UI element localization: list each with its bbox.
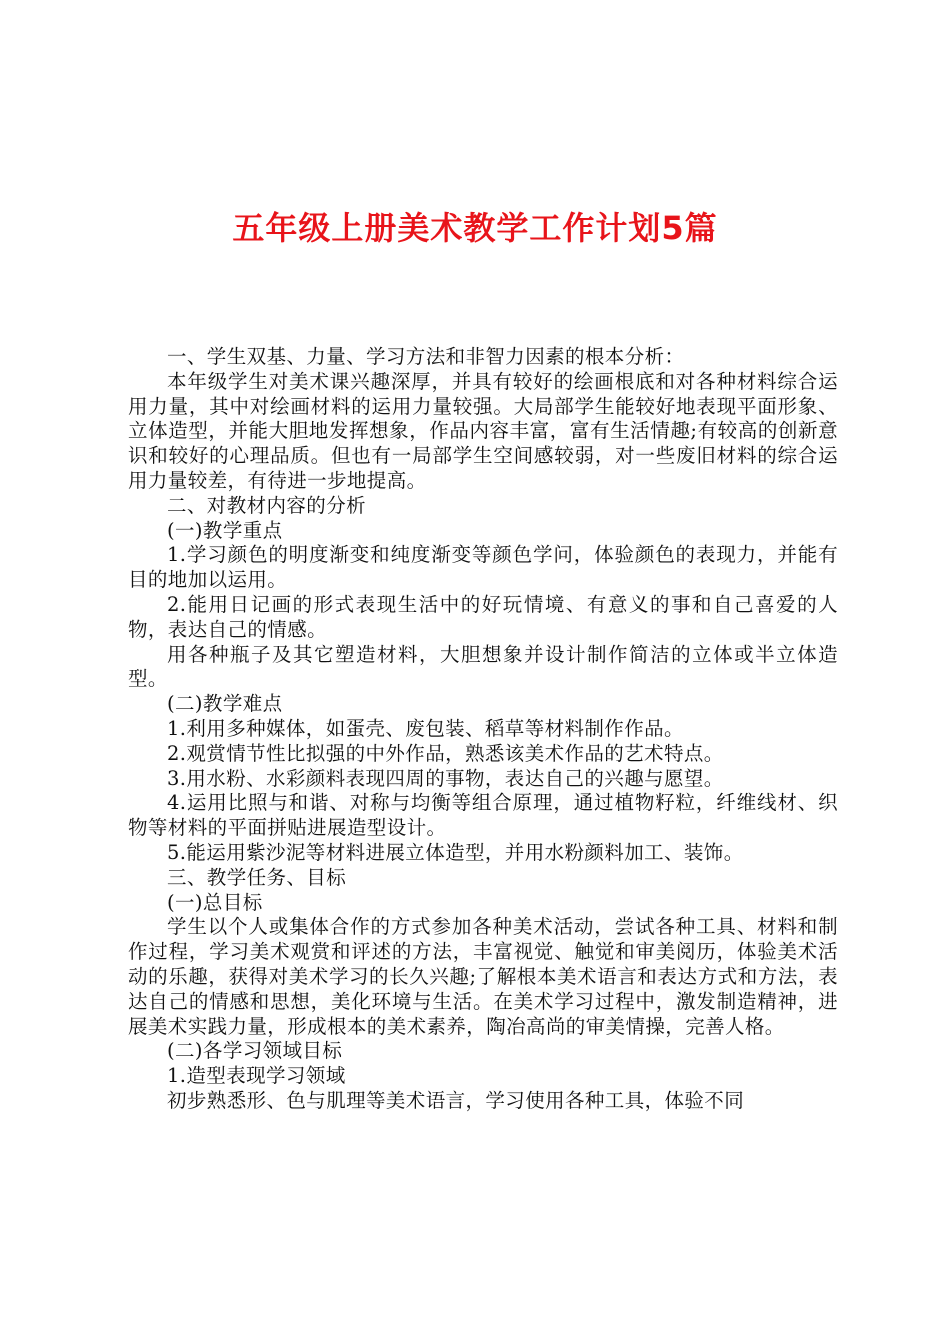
subsection-heading: (一)总目标 <box>167 890 263 914</box>
subsection-heading: (一)教学重点 <box>167 518 283 542</box>
list-item: 1.利用多种媒体，如蛋壳、废包装、稻草等材料制作作品。 <box>167 716 684 740</box>
paragraph: 初步熟悉形、色与肌理等美术语言，学习使用各种工具，体验不同 <box>167 1088 745 1112</box>
paragraph: 本年级学生对美术课兴趣深厚，并具有较好的绘画根底和对各种材料综合运用力量，其中对绘画材料的运用力量较强。大局部学生能较好地表现平面形象、立体造型，并能大胆地发挥想象，作品内容丰富，富有生活情趣;有较高的创新意识和较好的心理品质。但也有一局部学生空间感较弱，对一些废旧材料的综合运用力量较差，有待进一步地提高。 <box>128 369 838 492</box>
subsection-heading: (二)各学习领域目标 <box>167 1039 343 1063</box>
list-item: 2.能用日记画的形式表现生活中的好玩情境、有意义的事和自己喜爱的人物，表达自己的情感。 <box>128 592 838 641</box>
document-title: 五年级上册美术教学工作计划5篇 <box>232 209 718 247</box>
document-body <box>128 345 838 1114</box>
section-heading-1: 一、学生双基、力量、学习方法和非智力因素的根本分析： <box>167 345 685 368</box>
section-heading-3: 三、教学任务、目标 <box>167 865 347 889</box>
list-item: 2.观赏情节性比拟强的中外作品，熟悉该美术作品的艺术特点。 <box>167 741 724 765</box>
list-item: 1.学习颜色的明度渐变和纯度渐变等颜色学问，体验颜色的表现力，并能有目的地加以运用。 <box>128 543 838 592</box>
subsection-heading: (二)教学难点 <box>167 692 283 716</box>
paragraph: 用各种瓶子及其它塑造材料，大胆想象并设计制作简洁的立体或半立体造型。 <box>128 642 838 691</box>
list-item: 5.能运用紫沙泥等材料进展立体造型，并用水粉颜料加工、装饰。 <box>167 840 744 864</box>
section-heading-2: 二、对教材内容的分析 <box>167 493 367 517</box>
list-item: 1.造型表现学习领域 <box>167 1064 346 1088</box>
list-item: 4.运用比照与和谐、对称与均衡等组合原理，通过植物籽粒，纤维线材、织物等材料的平面拼贴进展造型设计。 <box>128 791 838 840</box>
paragraph: 学生以个人或集体合作的方式参加各种美术活动，尝试各种工具、材料和制作过程，学习美术观赏和评述的方法，丰富视觉、触觉和审美阅历，体验美术活动的乐趣，获得对美术学习的长久兴趣;了解根本美术语言和表达方式和方法，表达自己的情感和思想，美化环境与生活。在美术学习过程中，激发制造精神，进展美术实践力量，形成根本的美术素养，陶冶高尚的审美情操，完善人格。 <box>128 915 838 1038</box>
list-item: 3.用水粉、水彩颜料表现四周的事物，表达自己的兴趣与愿望。 <box>167 766 724 790</box>
